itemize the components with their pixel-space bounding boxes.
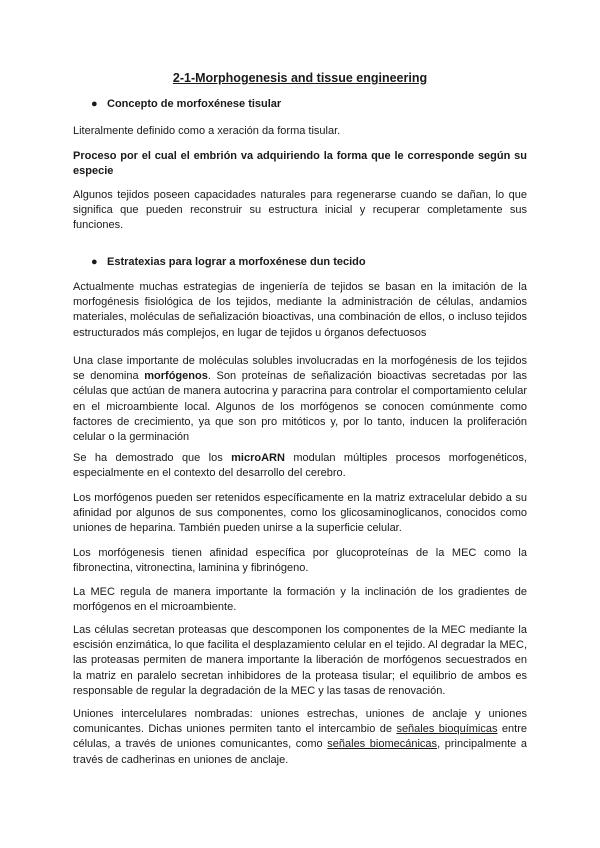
text-span: Una clase importante de moléculas solubles involucradas en la morfogénesis de los tejidos se denomina [73, 355, 527, 383]
text-span: Se ha demostrado que los [73, 452, 232, 464]
section-heading-text: Concepto de morfoxénese tisular [107, 98, 282, 110]
section-heading-text: Estratexias para lograr a morfoxénese dun tecido [107, 256, 366, 268]
intercellular-junctions-paragraph [73, 707, 527, 768]
text-span: . Son proteínas de señalización bioactivas secretadas por las células que actúan de manera autocrina y paracrina para controlar el comportamiento celular en el microambiente local. Algunos de los morfógenos se conocen comúnmente como factores de crecimiento, ya que son pro mitóticos y, por lo tanto, inducen la proliferación celular o la germinación [73, 370, 527, 444]
section-heading-strategies [91, 256, 366, 268]
proteases-paragraph: Las células secretan proteasas que descomponen los componentes de la MEC mediante la escisión enzimática, lo que facilita el desplazamiento celular en el tejido. Al degradar la MEC, las proteasas permiten de manera importante la liberación de morfógenos secuestrados en la matriz en paralelo secretan inhibidores de la proteasa tisular; el equilibrio de ambos es responsable de regular la degradación de la MEC y las tasas de renovación. [73, 624, 527, 697]
page-title: 2-1-Morphogenesis and tissue engineering [172, 71, 428, 85]
ecm-retention-paragraph: Los morfógenos pueden ser retenidos específicamente en la matriz extracelular debido a su afinidad por algunos de sus componentes, como los glicosaminoglicanos, conocidos como uniones de heparina. También pueden unirse a la superficie celular. [73, 492, 527, 535]
regeneration-paragraph: Algunos tejidos poseen capacidades naturales para regenerarse cuando se dañan, lo que significa que pueden reconstruir su estructura inicial y recuperar completamente sus funciones. [73, 189, 527, 232]
microrna-paragraph [73, 451, 527, 481]
term-microarn: microARN [231, 452, 285, 464]
bold-statement-paragraph: Proceso por el cual el embrión va adquiriendo la forma que le corresponde según su especie [73, 150, 527, 178]
term-biochemical-signals: señales bioquímicas [396, 723, 498, 736]
morphogens-paragraph [73, 354, 527, 445]
text-span: , principalmente a través de cadherinas en uniones de anclaje. [73, 738, 528, 766]
term-morphogens: morfógenos [144, 370, 208, 383]
term-biomechanical-signals: señales biomecánicas [327, 738, 438, 751]
definition-paragraph: Literalmente definido como a xeración da forma tisular. [73, 125, 341, 137]
section-heading-morphogenesis-concept [91, 98, 281, 110]
text-span: entre células, a través de uniones comunicantes, como [73, 723, 527, 751]
bullet-icon: ● [91, 256, 98, 268]
glycoprotein-affinity-paragraph: Los morfógenesis tienen afinidad específica por glucoproteínas de la MEC como la fibronectina, vitronectina, laminina y fibrinógeno. [73, 547, 527, 575]
ecm-gradient-paragraph: La MEC regula de manera importante la formación y la inclinación de los gradientes de morfógenos en el microambiente. [73, 586, 527, 614]
text-span: modulan múltiples procesos morfogenéticos, especialmente en el contexto del desarrollo del cerebro. [73, 452, 527, 480]
tissue-engineering-paragraph: Actualmente muchas estrategias de ingeniería de tejidos se basan en la imitación de la morfogénesis fisiológica de los tejidos, mediante la administración de células, andamios materiales, moléculas de señalización bioactivas, una combinación de ellos, o incluso tejidos estructurados más complejos, en lugar de tejidos u órganos defectuosos [73, 281, 527, 339]
bullet-icon: ● [91, 98, 98, 110]
text-span: Uniones intercelulares nombradas: uniones estrechas, uniones de anclaje y uniones comunicantes. Dichas uniones permiten tanto el intercambio de [73, 708, 527, 736]
